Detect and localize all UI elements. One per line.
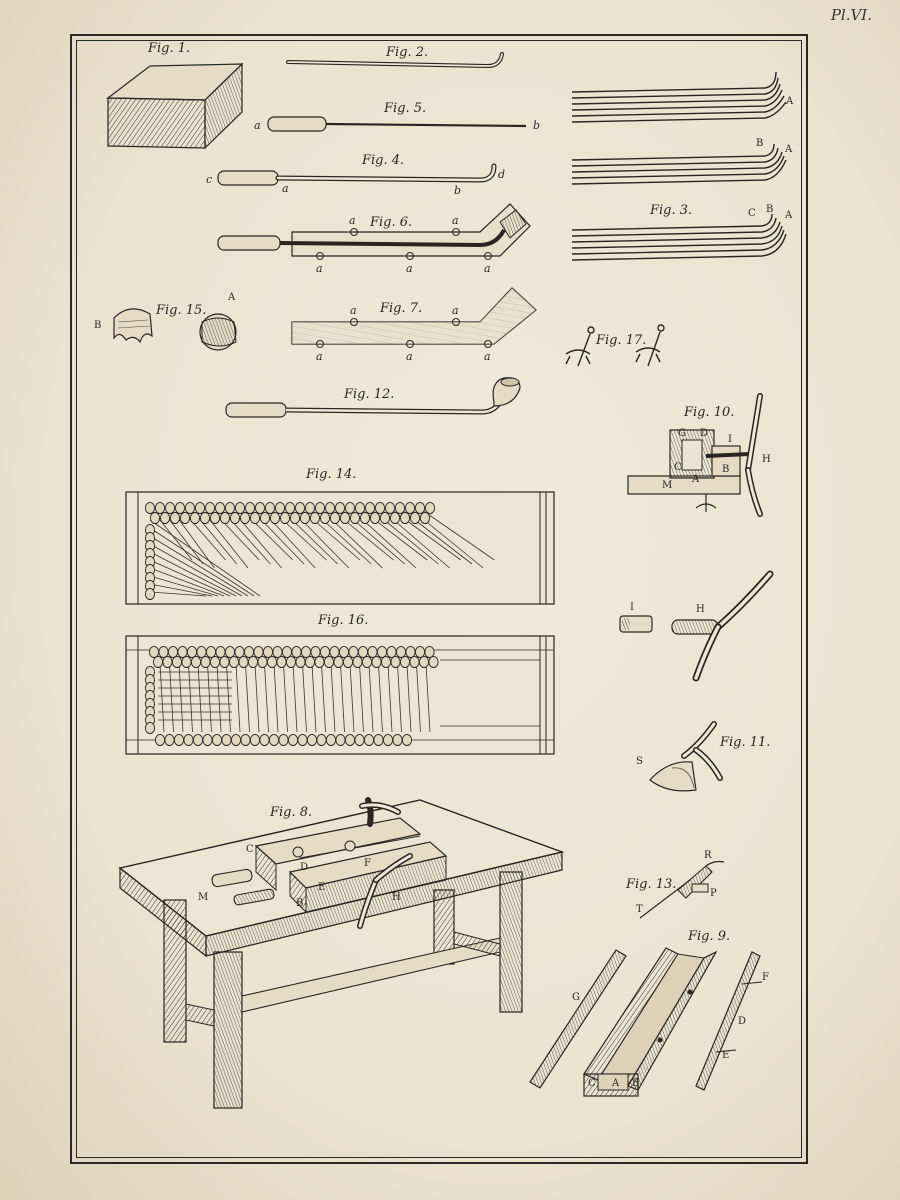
pipe-bowl xyxy=(298,734,307,745)
label-A-fig3-mid: A xyxy=(785,144,793,155)
pipe-bowl xyxy=(372,656,381,667)
pipe-bowl xyxy=(263,646,272,657)
pipe-bowl xyxy=(222,734,231,745)
caption-fig8: Fig. 8. xyxy=(270,805,313,820)
pipe-bowl xyxy=(279,734,288,745)
pipe-bowl xyxy=(235,502,244,513)
pipe-bowl xyxy=(187,646,196,657)
label-H-fig8: H xyxy=(392,892,401,903)
pipe-bowl xyxy=(320,646,329,657)
pipe-bowl xyxy=(155,502,164,513)
pipe-bowl xyxy=(267,656,276,667)
pipe-bowl xyxy=(229,656,238,667)
pipe-bowl xyxy=(339,646,348,657)
label-G-fig9: G xyxy=(572,992,580,1003)
label-H-fig10: H xyxy=(762,454,771,465)
pipe-bowl xyxy=(295,502,304,513)
pipe-bowl xyxy=(165,734,174,745)
pipe-bowl xyxy=(383,734,392,745)
label-A-fig9: A xyxy=(612,1078,620,1089)
label-F-fig9: F xyxy=(762,972,769,983)
pipe-bowl xyxy=(320,512,329,523)
pipe-bowl xyxy=(296,656,305,667)
label-B-fig8: B xyxy=(296,898,304,909)
label-A-fig3-low: A xyxy=(785,210,793,221)
pipe-bowl xyxy=(145,502,154,513)
pipe-bowl xyxy=(343,656,352,667)
pipe-bowl xyxy=(364,734,373,745)
label-H-tool: H xyxy=(696,604,705,615)
label-F-fig8: F xyxy=(364,858,371,869)
pipe-bowl xyxy=(349,646,358,657)
pipe-bowl xyxy=(168,646,177,657)
pipe-bowl xyxy=(255,502,264,513)
pipe-bowl xyxy=(220,512,229,523)
label-M-fig10: M xyxy=(662,480,673,491)
pipe-bowl xyxy=(215,502,224,513)
pipe-bowl xyxy=(300,512,309,523)
fig4-bent-rod xyxy=(206,153,505,197)
pipe-bowl xyxy=(315,656,324,667)
label-b-fig4: b xyxy=(454,184,462,197)
caption-fig9: Fig. 9. xyxy=(688,929,731,944)
pipe-bowl xyxy=(165,502,174,513)
fig1-clay-block xyxy=(108,41,242,148)
pipe-bowl xyxy=(174,734,183,745)
caption-fig7: Fig. 7. xyxy=(380,301,423,316)
pipe-bowl xyxy=(381,656,390,667)
pipe-bowl xyxy=(153,656,162,667)
pipe-bowl xyxy=(185,502,194,513)
pipe-bowl xyxy=(170,512,179,523)
caption-fig3: Fig. 3. xyxy=(650,203,693,218)
pipe-bowl xyxy=(415,646,424,657)
pipe-bowl xyxy=(375,502,384,513)
pipe-bowl xyxy=(220,656,229,667)
pipe-bowl xyxy=(415,502,424,513)
label-a-fig6-3: a xyxy=(316,262,323,275)
caption-fig14: Fig. 14. xyxy=(306,467,357,482)
label-a-fig7-4: a xyxy=(406,350,413,363)
fig12-pipe-on-rod xyxy=(226,378,520,417)
label-E-fig9: E xyxy=(722,1050,730,1061)
fig5-handled-rod xyxy=(254,101,540,132)
pipe-bowl xyxy=(380,512,389,523)
pipe-bowl xyxy=(429,656,438,667)
pipe-bowl xyxy=(391,656,400,667)
pipe-bowl xyxy=(280,512,289,523)
pipe-bowl xyxy=(405,502,414,513)
fig13-knife-tool xyxy=(625,850,724,918)
label-c-fig4: c xyxy=(206,173,213,186)
fig10-vise-detail xyxy=(628,396,771,514)
pipe-bowl xyxy=(288,734,297,745)
pipe-bowl xyxy=(190,512,199,523)
label-a-fig7-1: a xyxy=(350,304,357,317)
pipe-bowl xyxy=(292,646,301,657)
caption-fig6: Fig. 6. xyxy=(370,215,413,230)
pipe-bowl xyxy=(282,646,291,657)
pipe-bowl xyxy=(195,502,204,513)
pipe-bowl xyxy=(270,512,279,523)
pipe-bowl xyxy=(377,646,386,657)
pipe-bowl xyxy=(239,656,248,667)
label-M-fig8: M xyxy=(198,892,209,903)
label-a-fig7-3: a xyxy=(316,350,323,363)
pipe-bowl xyxy=(301,646,310,657)
caption-fig13: Fig. 13. xyxy=(626,877,677,892)
pipe-bowl xyxy=(317,734,326,745)
pipe-bowl xyxy=(258,656,267,667)
pipe-bowl xyxy=(231,734,240,745)
pipe-bowl xyxy=(235,646,244,657)
pipe-bowl xyxy=(260,734,269,745)
pipe-bowl xyxy=(400,512,409,523)
pipe-bowl xyxy=(345,734,354,745)
pipe-bowl xyxy=(159,646,168,657)
label-a-fig7-2: a xyxy=(452,304,459,317)
caption-fig15: Fig. 15. xyxy=(156,303,207,318)
label-B-fig3-mid: B xyxy=(756,138,764,149)
label-B-fig3-low: B xyxy=(766,204,774,215)
pipe-bowl xyxy=(210,656,219,667)
pipe-bowl xyxy=(240,512,249,523)
pipe-bowl xyxy=(172,656,181,667)
caption-fig4: Fig. 4. xyxy=(362,153,405,168)
label-I-fig10: I xyxy=(728,434,732,445)
pipe-bowl xyxy=(216,646,225,657)
pipe-bowl xyxy=(350,512,359,523)
pipe-bowl xyxy=(254,646,263,657)
pipe-bowl xyxy=(330,512,339,523)
pipe-bowl xyxy=(368,646,377,657)
pipe-bowl xyxy=(325,502,334,513)
pipe-bowl xyxy=(200,512,209,523)
label-d-fig4: d xyxy=(498,168,506,181)
label-b-fig5: b xyxy=(533,119,541,132)
pipe-bowl xyxy=(269,734,278,745)
pipe-bowl xyxy=(387,646,396,657)
label-a-fig6-4: a xyxy=(406,262,413,275)
label-I-tool: I xyxy=(630,602,634,613)
pipe-bowl xyxy=(286,656,295,667)
pipe-bowl xyxy=(311,646,320,657)
label-P-fig13: P xyxy=(710,888,717,899)
pipe-bowl xyxy=(358,646,367,657)
pipe-bowl xyxy=(241,734,250,745)
label-A-fig15: A xyxy=(228,292,236,303)
label-C-fig10: C xyxy=(674,462,682,473)
label-D-fig10: D xyxy=(700,428,709,439)
fig11-stopper-tool xyxy=(636,724,770,791)
label-T-fig13: T xyxy=(636,904,643,915)
pipe-bowl xyxy=(419,656,428,667)
pipe-bowl xyxy=(210,512,219,523)
pipe-bowl xyxy=(370,512,379,523)
pipe-bowl xyxy=(197,646,206,657)
caption-fig12: Fig. 12. xyxy=(344,387,395,402)
pipe-bowl xyxy=(250,734,259,745)
pipe-bowl xyxy=(212,734,221,745)
screw-and-handle-tool xyxy=(620,574,770,678)
fig16-drying-tray xyxy=(126,613,554,754)
pipe-bowl xyxy=(395,502,404,513)
label-C-fig3: C xyxy=(748,208,756,219)
label-a-fig6-1: a xyxy=(349,214,356,227)
pipe-bowl xyxy=(265,502,274,513)
label-B-fig10: B xyxy=(722,464,730,475)
pipe-bowl xyxy=(310,512,319,523)
pipe-bowl xyxy=(248,656,257,667)
pipe-bowl xyxy=(285,502,294,513)
label-R-fig13: R xyxy=(704,850,712,861)
pipe-bowl xyxy=(145,722,154,733)
pipe-bowl xyxy=(305,502,314,513)
pipe-bowl xyxy=(425,502,434,513)
pipe-bowl xyxy=(410,656,419,667)
pipe-bowl xyxy=(180,512,189,523)
pipe-bowl xyxy=(305,656,314,667)
label-B-fig15: B xyxy=(94,320,102,331)
caption-fig16: Fig. 16. xyxy=(318,613,369,628)
caption-fig1: Fig. 1. xyxy=(148,41,191,56)
pipe-bowl xyxy=(365,502,374,513)
plate-number: Pl.VI. xyxy=(830,6,872,24)
fig3-rod-bundles xyxy=(572,72,794,260)
pipe-bowl xyxy=(155,734,164,745)
pipe-bowl xyxy=(307,734,316,745)
pipe-bowl xyxy=(345,502,354,513)
fig7-mould-block xyxy=(292,288,536,363)
pipe-bowl xyxy=(260,512,269,523)
pipe-bowl xyxy=(402,734,411,745)
pipe-bowl xyxy=(178,646,187,657)
pipe-bowl xyxy=(355,502,364,513)
pipe-bowl xyxy=(201,656,210,667)
label-a-fig5: a xyxy=(254,119,261,132)
fig8-workbench-with-press xyxy=(120,800,562,1108)
pipe-bowl xyxy=(149,646,158,657)
label-a-fig4: a xyxy=(282,182,289,195)
pipe-bowl xyxy=(326,734,335,745)
caption-fig11: Fig. 11. xyxy=(720,735,771,750)
pipe-bowl xyxy=(334,656,343,667)
label-a-fig7-5: a xyxy=(484,350,491,363)
pipe-bowl xyxy=(374,734,383,745)
label-A-fig10: A xyxy=(692,474,700,485)
pipe-bowl xyxy=(362,656,371,667)
pipe-bowl xyxy=(245,502,254,513)
pipe-bowl xyxy=(175,502,184,513)
pipe-bowl xyxy=(250,512,259,523)
pipe-bowl xyxy=(406,646,415,657)
pipe-bowl xyxy=(145,588,154,599)
pipe-bowl xyxy=(150,512,159,523)
pipe-bowl xyxy=(355,734,364,745)
fig2-long-rod xyxy=(288,45,502,66)
pipe-bowl xyxy=(336,734,345,745)
pipe-bowl xyxy=(420,512,429,523)
label-C-fig9: C xyxy=(588,1078,596,1089)
pipe-bowl xyxy=(225,646,234,657)
pipe-bowl xyxy=(290,512,299,523)
pipe-bowl xyxy=(393,734,402,745)
fig14-drying-tray xyxy=(126,467,554,604)
pipe-bowl xyxy=(225,502,234,513)
label-D-fig9: D xyxy=(738,1016,747,1027)
caption-fig2: Fig. 2. xyxy=(386,45,429,60)
pipe-bowl xyxy=(205,502,214,513)
label-A-fig3-top: A xyxy=(786,96,794,107)
pipe-bowl xyxy=(400,656,409,667)
label-B-fig9: B xyxy=(632,1078,640,1089)
pipe-bowl xyxy=(230,512,239,523)
pipe-bowl xyxy=(340,512,349,523)
label-D-fig8: D xyxy=(300,862,309,873)
fig6-mould-with-rod xyxy=(218,204,530,275)
label-S-fig11: S xyxy=(636,756,643,767)
pipe-bowl xyxy=(425,646,434,657)
pipe-bowl xyxy=(353,656,362,667)
pipe-bowl xyxy=(390,512,399,523)
label-a-fig6-5: a xyxy=(484,262,491,275)
caption-fig17: Fig. 17. xyxy=(596,333,647,348)
pipe-bowl xyxy=(330,646,339,657)
pipe-bowl xyxy=(182,656,191,667)
fig17-small-clamps xyxy=(566,325,664,366)
pipe-bowl xyxy=(184,734,193,745)
pipe-bowl xyxy=(396,646,405,657)
pipe-bowl xyxy=(385,502,394,513)
label-C-fig8: C xyxy=(246,844,254,855)
caption-fig10: Fig. 10. xyxy=(684,405,735,420)
pipe-bowl xyxy=(275,502,284,513)
pipe-bowl xyxy=(191,656,200,667)
pipe-bowl xyxy=(244,646,253,657)
pipe-bowl xyxy=(360,512,369,523)
label-G-fig10: G xyxy=(678,428,686,439)
pipe-bowl xyxy=(277,656,286,667)
pipe-bowl xyxy=(410,512,419,523)
pipe-bowl xyxy=(335,502,344,513)
pipe-bowl xyxy=(193,734,202,745)
pipe-bowl xyxy=(273,646,282,657)
caption-fig5: Fig. 5. xyxy=(384,101,427,116)
pipe-bowl xyxy=(206,646,215,657)
label-a-fig6-2: a xyxy=(452,214,459,227)
pipe-bowl xyxy=(203,734,212,745)
pipe-bowl xyxy=(324,656,333,667)
fig9-channel-mould xyxy=(530,929,769,1096)
pipe-bowl xyxy=(163,656,172,667)
label-E-fig8: E xyxy=(318,882,326,893)
fig15-ferrule xyxy=(94,292,236,350)
pipe-bowl xyxy=(315,502,324,513)
pipe-bowl xyxy=(160,512,169,523)
